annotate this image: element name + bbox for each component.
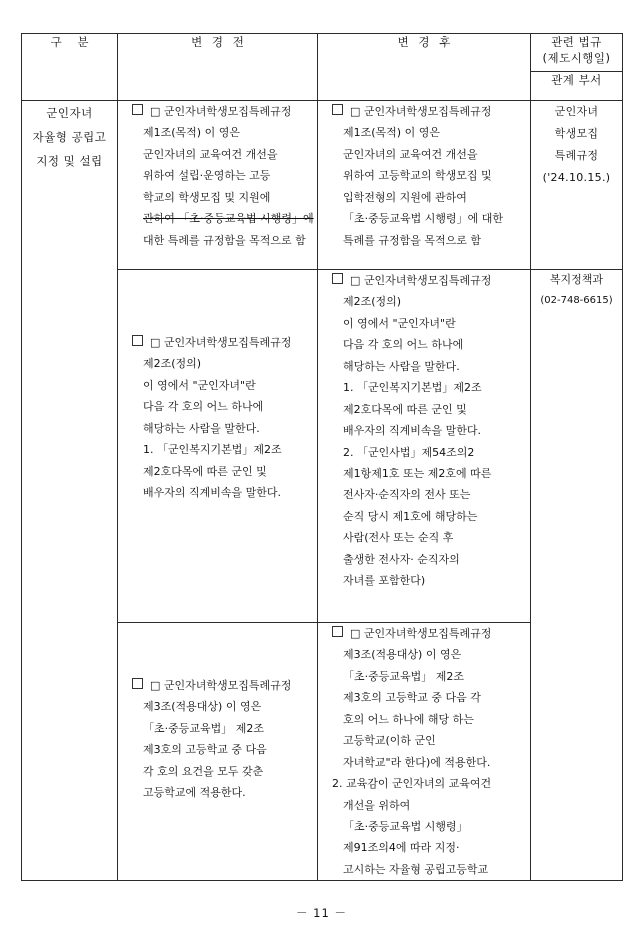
row3-after-line-11: 제91조의4에 따라 지정· [343,841,460,855]
row3-after-line-8: 2. 교육감이 군인자녀의 교육여건 [332,777,492,791]
row2-before-line-3: 이 영에서 "군인자녀"란 [143,378,256,392]
row3-after-line-3: 「초·중등교육법」 제2조 [343,669,464,683]
checkbox-icon [332,273,343,284]
comparison-table [21,33,623,881]
row2-after-line-9: 2. 「군인사법」제54조의2 [343,445,475,459]
dept-cell [531,270,623,881]
row-division-label [22,101,118,881]
row3-after-cell [318,623,531,881]
row3-after-line-2: 제3조(적용대상) 이 영은 [343,648,462,662]
division-line-3: 지정 및 설립 [36,154,103,169]
row3-after-line-10: 「초·중등교육법 시행령」 [343,819,468,833]
row2-after-line-11: 전사자·순직자의 전사 또는 [343,488,471,502]
row3-before-cell [118,623,318,881]
checkbox-icon [132,104,143,115]
row2-after-line-14: 출생한 전사자· 순직자의 [343,552,460,566]
row3-before-line-2: 제3조(적용대상) 이 영은 [143,700,262,714]
row3-after-line-7: 자녀학교"라 한다)에 적용한다. [343,755,491,769]
row1-after-line-7: 특례를 규정함을 목적으로 함 [343,233,482,247]
law-line-4: ('24.10.15.) [542,171,611,184]
header-before-label: 변 경 전 [191,35,247,49]
header-after-label: 변 경 후 [397,35,454,49]
row2-after-line-8: 배우자의 직계비속을 말한다. [343,424,482,438]
row2-before-line-7: 제2호다목에 따른 군인 및 [143,464,267,478]
header-division [22,34,118,101]
row1-before-line-1: □ 군인자녀학생모집특례규정 [118,101,317,122]
row3-before-line-3: 「초·중등교육법」 제2조 [143,721,264,735]
row2-before-cell [118,270,318,623]
header-dept [531,71,623,100]
dept-phone: (02-748-6615) [540,294,613,306]
division-line-1: 군인자녀 [46,106,93,120]
row1-after-line-3: 군인자녀의 교육여건 개선을 [343,147,478,161]
row2-after-line-6: 1. 「군인복지기본법」제2조 [343,381,482,395]
law-line-1: 군인자녀 [554,105,599,118]
row1-after-line-2: 제1조(목적) 이 영은 [343,126,440,140]
row1-before-line-7: 대한 특례를 규정함을 목적으로 함 [143,233,306,247]
row1-after-line-5: 입학전형의 지원에 관하여 [343,190,467,204]
row2-after-line-10: 제1항제1호 또는 제2호에 따른 [343,466,492,480]
row3-before-line-4: 제3호의 고등학교 중 다음 [143,743,267,757]
law-line-2: 학생모집 [554,127,599,140]
row2-after-line-1: □ 군인자녀학생모집특례규정 [318,270,530,291]
row2-after-line-15: 자녀를 포함한다) [343,574,426,588]
row1-before-line-4: 위하여 설립·운영하는 고등 [143,169,271,183]
row1-after-line-6: 「초·중등교육법 시행령」에 대한 [343,212,504,226]
row2-before-line-6: 1. 「군인복지기본법」제2조 [143,443,282,457]
row3-before-line-5: 각 호의 요건을 모두 갖춘 [143,764,264,778]
row2-after-line-12: 순직 당시 제1호에 해당하는 [343,509,478,523]
checkbox-icon [132,678,143,689]
row1-after-line-4: 위하여 고등학교의 학생모집 및 [343,169,492,183]
header-after [318,34,531,101]
dept-name: 복지정책과 [549,273,604,286]
page-number: － 11 － [296,906,347,920]
row1-after-cell [318,101,531,270]
row3-after-line-4: 제3호의 고등학교 중 다음 각 [343,691,481,705]
checkbox-icon [132,335,143,346]
header-before [118,34,318,101]
row1-before-line-3: 군인자녀의 교육여건 개선을 [143,147,278,161]
row1-law-cell [531,101,623,270]
row2-after-cell [318,270,531,623]
checkbox-icon [332,626,343,637]
row3-after-line-12: 고시하는 자율형 공립고등학교 [343,862,489,876]
table-header-row [22,34,623,72]
division-line-2: 자율형 공립고 [32,130,107,145]
row2-before-line-8: 배우자의 직계비속을 말한다. [143,486,282,500]
row2-before-line-4: 다음 각 호의 어느 하나에 [143,400,264,414]
row3-after-line-1: □ 군인자녀학생모집특례규정 [318,623,530,644]
row3-before-line-1: □ 군인자녀학생모집특례규정 [118,675,317,696]
row1-before-line-6: 관하여 「초·중등교육법 시행령」에 [143,212,314,226]
row2-before-line-2: 제2조(정의) [143,357,202,371]
row2-before-line-5: 해당하는 사람을 말한다. [143,421,260,435]
row2-after-line-4: 다음 각 호의 어느 하나에 [343,338,464,352]
row2-after-line-3: 이 영에서 "군인자녀"란 [343,316,456,330]
row3-after-line-9: 개선을 위하여 [343,798,411,812]
row2-before-line-1: □ 군인자녀학생모집특례규정 [118,332,317,353]
header-law [531,34,623,72]
header-law-line1: 관련 법규 [551,35,602,49]
row1-before-line-5: 학교의 학생모집 및 지원에 [143,190,271,204]
row1-before-cell [118,101,318,270]
row2-after-line-5: 해당하는 사람을 말한다. [343,359,460,373]
row3-after-line-5: 호의 어느 하나에 해당 하는 [343,712,474,726]
row2-after-line-2: 제2조(정의) [343,295,402,309]
row3-before-line-6: 고등학교에 적용한다. [143,786,246,800]
header-division-label: 구 분 [50,35,95,49]
header-law-line2: (제도시행일) [542,51,611,65]
table-row [22,101,623,270]
row2-after-line-13: 사람(전사 또는 순직 후 [343,531,454,545]
law-line-3: 특례규정 [554,149,599,162]
row3-after-line-6: 고등학교(이하 군인 [343,734,436,748]
header-dept-label: 관계 부서 [551,72,602,87]
checkbox-icon [332,104,343,115]
row2-after-line-7: 제2호다목에 따른 군인 및 [343,402,467,416]
row1-after-line-1: □ 군인자녀학생모집특례규정 [318,101,530,122]
row1-before-line-2: 제1조(목적) 이 영은 [143,126,240,140]
